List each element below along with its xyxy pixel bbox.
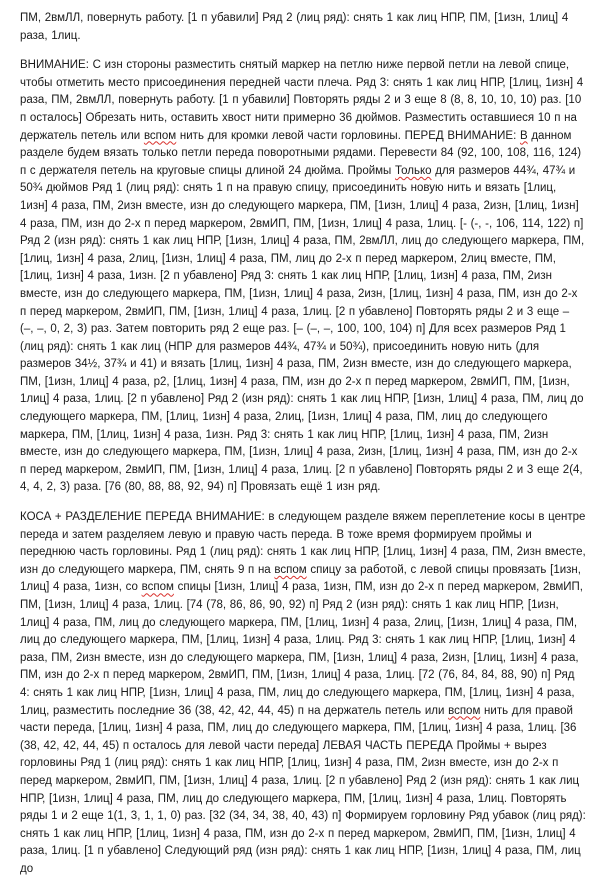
text-run: спицу за работой, с левой спицы провязать [1изн, 1лиц] 4 раза, 1изн, со <box>20 563 581 594</box>
spellcheck-word: Только <box>395 164 432 177</box>
spellcheck-word: вспом <box>141 581 174 594</box>
paragraph-2 <box>20 57 586 497</box>
text-run: нить для правой части переда, [1лиц, 1изн] 4 раза, ПМ, лиц до следующего маркера, ПМ, [1лиц, 1изн] 4 раза, 1лиц. [36 (38, 42, 42, 44, 45) п осталось для левой части переда] ЛЕВАЯ ЧАСТЬ ПЕРЕДА Проймы + вырез горловины Ряд 1 (лиц ряд): снять 1 как лиц НПР, [1лиц, 1изн] 4 раза, ПМ, 2изн вместе, изн до 2-х п перед маркером, 2вмИП, ПМ, [1изн, 1лиц] 4 раза, 1лиц. [2 п убавлено] Ряд 2 (изн ряд): снять 1 как лиц НПР, [1изн, 1лиц] 4 раза, ПМ, лиц до следующего маркера, ПМ, [1лиц, 1изн] 4 раза, 1лиц. Повторять ряды 1 и 2 еще 1(1, 3, 1, 1, 0) раз. [32 (34, 34, 38, 40, 43) п] Формируем горловину Ряд убавок (лиц ряд): снять 1 как лиц НПР, [1лиц, 1изн] 4 раза, ПМ, изн до 2-х п перед маркером, 2вмИП, ПМ, [1изн, 1лиц] 4 раза, 1лиц. [1 п убавлено] Следующий ряд (изн ряд): снять 1 как лиц НПР, [1изн, 1лиц] 4 раза, ПМ, лиц до <box>20 704 586 875</box>
spellcheck-word: вспом <box>143 129 177 142</box>
text-run: ПМ, 2вмЛЛ, повернуть работу. [1 п убавили] Ряд 2 (лиц ряд): снять 1 как лиц НПР, ПМ, [1изн, 1лиц] 4 раза, 1лиц. <box>20 12 569 42</box>
paragraph-1 <box>20 10 586 45</box>
text-run: ВНИМАНИЕ: С изн стороны разместить снятый маркер на петлю ниже первой петли на левой спице, чтобы отметить место присоединения передней части плеча. Ряд 3: снять 1 как лиц НПР, [1лиц, 1изн] 4 раза, ПМ, 2вмЛЛ, повернуть работу. [1 п убавили] Повторять ряды 2 и 3 еще 8 (8, 8, 10, 10, 10) раз. [10 п осталось] Обрезать нить, оставить хвост нити примерно 36 дюймов. Разместить оставшиеся 10 п на держатель петель или <box>20 59 584 142</box>
spellcheck-word: вспом <box>274 563 307 576</box>
text-run: нить для кромки левой части горловины. ПЕРЕД ВНИМАНИЕ: <box>176 129 520 142</box>
text-run: спицы [1изн, 1лиц] 4 раза, 1изн, ПМ, изн до 2-х п перед маркером, 2вмИП, ПМ, [1изн, 1лиц] 4 раза, 1лиц. [74 (78, 86, 86, 90, 92) п] Ряд 2 (изн ряд): снять 1 как лиц НПР, [1изн, 1лиц] 4 раза, ПМ, лиц до следующего маркера, ПМ, [1лиц, 1изн] 4 раза, 2лиц, [1изн, 1лиц] 4 раза, ПМ, лиц до следующего маркера, ПМ, [1лиц, 1изн] 4 раза, 1лиц. Ряд 3: снять 1 как лиц НПР, [1лиц, 1изн] 4 раза, ПМ, 2изн вместе, изн до следующего маркера, ПМ, [1изн, 1лиц] 4 раза, 2изн, [1лиц, 1изн] 4 раза, ПМ, изн до 2-х п перед маркером, 2вмИП, ПМ, [1изн, 1лиц] 4 раза, 1лиц. [72 (76, 84, 84, 88, 90) п] Ряд 4: снять 1 как лиц НПР, [1изн, 1лиц] 4 раза, ПМ, лиц до следующего маркера, ПМ, [1лиц, 1изн] 4 раза, 1лиц, разместить последние 36 (38, 42, 42, 44, 45) п на держатель петель или <box>20 581 584 717</box>
text-run: КОСА + РАЗДЕЛЕНИЕ ПЕРЕДА ВНИМАНИЕ: в следующем разделе вяжем переплетение косы в центре переда и затем разделяем левую и правую часть переда. В тоже время формируем проймы и переднюю часть горловины. Ряд 1 (лиц ряд): снять 1 как лиц НПР, [1лиц, 1изн] 4 раза, ПМ, 2изн вместе, изн до следующего маркера, ПМ, снять 9 п на <box>20 511 586 576</box>
paragraph-3 <box>20 509 586 878</box>
spellcheck-word: В <box>519 129 528 142</box>
spellcheck-word: вспом <box>448 704 481 717</box>
text-run: данном разделе будем вязать только петли переда поворотными рядами. Перевести 84 (92, 100, 108, 116, 124) п с держателя петель на круговые спицы длиной 24 дюйма. Проймы <box>20 129 582 177</box>
text-run: для размеров 44¾, 47¾ и 50¾ дюймов Ряд 1 (лиц ряд): снять 1 п на правую спицу, присоединить новую нить и вязать [1лиц, 1изн] 4 раза, ПМ, 2изн вместе, изн до следующего маркера, ПМ, [1изн, 1лиц] 4 раза, 2изн, [1лиц, 1изн] 4 раза, ПМ, изн до 2-х п перед маркером, 2вмИП, ПМ, [1изн, 1лиц] 4 раза, 1лиц. [- (-, -, 106, 114, 122) п] Ряд 2 (изн ряд): снять 1 как лиц НПР, [1изн, 1лиц] 4 раза, ПМ, 2вмЛЛ, лиц до следующего маркера, ПМ, [1лиц, 1изн] 4 раза, 2лиц, [1изн, 1лиц] 4 раза, ПМ, лиц до 2-х п перед маркером, 2лиц вместе, ПМ, [1лиц, 1изн] 4 раза, 1изн. [2 п убавлено] Ряд 3: снять 1 как лиц НПР, [1лиц, 1изн] 4 раза, ПМ, 2изн вместе, изн до следующего маркера, ПМ, [1изн, 1лиц] 4 раза, 2изн, [1лиц, 1изн] 4 раза, ПМ, изн до 2-х п перед маркером, 2вмИП, ПМ, [1изн, 1лиц] 4 раза, 1лиц. [2 п убавлено] Повторять ряды 2 и 3 еще – (–, –, 0, 2, 3) раз. Затем повторить ряд 2 еще раз. [– (–, –, 100, 100, 104) п] Для всех размеров Ряд 1 (лиц ряд): снять 1 как лиц (НПР для размеров 44¾, 47¾ и 50¾), присоединить новую нить (для размеров 34½, 37¾ и 41) и вязать [1лиц, 1изн] 4 раза, ПМ, 2изн вместе, изн до следующего маркера, ПМ, [1изн, 1лиц] 4 раза, р2, [1лиц, 1изн] 4 раза, ПМ, изн до 2-х п перед маркером, 2вмИП, ПМ, [1изн, 1лиц] 4 раза, 1лиц. [2 п убавлено] Ряд 2 (изн ряд): снять 1 как лиц НПР, [1изн, 1лиц] 4 раза, ПМ, лиц до следующего маркера, ПМ, [1лиц, 1изн] 4 раза, 2лиц, [1изн, 1лиц] 4 раза, ПМ, лиц до следующего маркера, ПМ, [1лиц, 1изн] 4 раза, 1изн. Ряд 3: снять 1 как лиц НПР, [1лиц, 1изн] 4 раза, ПМ, 2изн вместе, изн до следующего маркера, ПМ, [1изн, 1лиц] 4 раза, 2изн, [1лиц, 1изн] 4 раза, ПМ, изн до 2-х п перед маркером, 2вмИП, ПМ, [1изн, 1лиц] 4 раза, 1лиц. [2 п убавлено] Повторять ряды 2 и 3 еще 2(4, 4, 4, 2, 3) раза. [76 (80, 88, 88, 92, 94) п] Провязать ещё 1 изн ряд. <box>20 164 585 494</box>
